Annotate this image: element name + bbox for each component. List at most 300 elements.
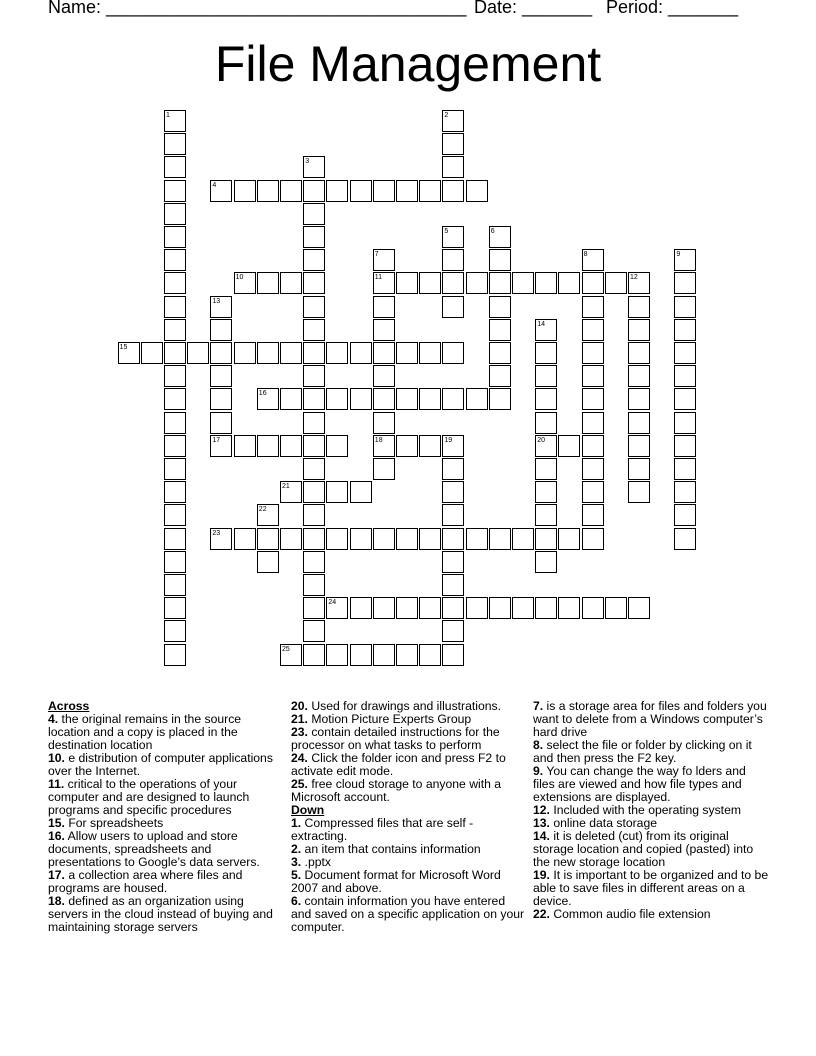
grid-cell[interactable] <box>582 249 604 271</box>
grid-cell[interactable] <box>628 365 650 387</box>
clue-text: e distribution of computer applications over the Internet. <box>48 751 273 778</box>
grid-cell[interactable] <box>234 528 256 550</box>
clue-number: 18. <box>48 894 65 908</box>
grid-cell[interactable] <box>257 504 279 526</box>
grid-cell[interactable] <box>396 388 418 410</box>
grid-cell[interactable] <box>303 412 325 434</box>
grid-cell[interactable] <box>628 272 650 294</box>
grid-cell[interactable] <box>535 412 557 434</box>
clue-text: an item that contains information <box>301 842 481 856</box>
grid-cell[interactable] <box>396 342 418 364</box>
grid-cell[interactable] <box>674 528 696 550</box>
down-clue <box>533 739 769 765</box>
grid-cell[interactable] <box>373 249 395 271</box>
grid-cell[interactable] <box>164 388 186 410</box>
grid-cell[interactable] <box>489 249 511 271</box>
grid-cell[interactable] <box>326 180 348 202</box>
grid-cell[interactable] <box>442 296 464 318</box>
clue-text: Compressed files that are self - extracting. <box>291 816 474 843</box>
grid-cell[interactable] <box>674 481 696 503</box>
name-field-label[interactable]: Name: ____________________________________ <box>48 0 467 17</box>
grid-cell[interactable] <box>442 597 464 619</box>
grid-cell[interactable] <box>373 597 395 619</box>
grid-cell[interactable] <box>257 180 279 202</box>
grid-cell[interactable] <box>303 342 325 364</box>
clue-text: Motion Picture Experts Group <box>307 712 472 726</box>
grid-cell[interactable] <box>164 110 186 132</box>
grid-cell[interactable] <box>373 528 395 550</box>
grid-cell[interactable] <box>628 319 650 341</box>
down-clue <box>291 869 527 895</box>
grid-cell[interactable] <box>489 528 511 550</box>
grid-cell[interactable] <box>326 481 348 503</box>
grid-cell[interactable] <box>419 644 441 666</box>
grid-cell[interactable] <box>373 296 395 318</box>
grid-cell[interactable] <box>210 296 232 318</box>
grid-cell[interactable] <box>419 180 441 202</box>
grid-cell[interactable] <box>396 435 418 457</box>
grid-cell[interactable] <box>164 342 186 364</box>
grid-cell[interactable] <box>164 481 186 503</box>
grid-cell[interactable] <box>396 272 418 294</box>
grid-cell[interactable] <box>628 412 650 434</box>
clue-text: select the file or folder by clicking on it and then press the F2 key. <box>533 738 752 765</box>
grid-cell[interactable] <box>512 528 534 550</box>
grid-cell[interactable] <box>558 597 580 619</box>
grid-cell[interactable] <box>373 458 395 480</box>
grid-cell[interactable] <box>535 481 557 503</box>
grid-cell[interactable] <box>442 156 464 178</box>
grid-cell[interactable] <box>164 644 186 666</box>
grid-cell[interactable] <box>442 342 464 364</box>
grid-cell[interactable] <box>210 388 232 410</box>
cell-number: 17 <box>212 436 221 444</box>
grid-cell[interactable] <box>257 272 279 294</box>
clue-text: contain detailed instructions for the processor on what tasks to perform <box>291 725 500 752</box>
grid-cell[interactable] <box>489 388 511 410</box>
grid-cell[interactable] <box>257 551 279 573</box>
grid-cell[interactable] <box>234 342 256 364</box>
grid-cell[interactable] <box>350 644 372 666</box>
grid-cell[interactable] <box>442 504 464 526</box>
grid-cell[interactable] <box>373 180 395 202</box>
grid-cell[interactable] <box>350 597 372 619</box>
grid-cell[interactable] <box>628 435 650 457</box>
grid-cell[interactable] <box>280 644 302 666</box>
clue-text: Allow users to upload and store documents, spreadsheets and presentations to Google’s data servers. <box>48 829 260 869</box>
grid-cell[interactable] <box>373 342 395 364</box>
grid-cell[interactable] <box>674 435 696 457</box>
grid-cell[interactable] <box>350 342 372 364</box>
grid-cell[interactable] <box>164 272 186 294</box>
grid-cell[interactable] <box>442 551 464 573</box>
grid-cell[interactable] <box>210 319 232 341</box>
down-clue <box>533 830 769 869</box>
grid-cell[interactable] <box>582 296 604 318</box>
grid-cell[interactable] <box>326 528 348 550</box>
grid-cell[interactable] <box>674 342 696 364</box>
across-clue <box>48 752 284 778</box>
grid-cell[interactable] <box>303 620 325 642</box>
cell-number: 4 <box>212 181 217 189</box>
grid-cell[interactable] <box>373 272 395 294</box>
grid-cell[interactable] <box>442 388 464 410</box>
clue-text: a collection area where files and programs are housed. <box>48 868 243 895</box>
cell-number: 25 <box>282 645 290 653</box>
cell-number: 16 <box>258 390 267 398</box>
grid-cell[interactable] <box>303 528 325 550</box>
grid-cell[interactable] <box>187 342 209 364</box>
clue-text: Click the folder icon and press F2 to activate edit mode. <box>291 751 506 778</box>
cell-number: 5 <box>444 228 449 235</box>
clue-text: critical to the operations of your computer and are designed to launch programs and specific procedures <box>48 777 250 817</box>
clue-number: 19. <box>533 868 550 882</box>
grid-cell[interactable] <box>582 504 604 526</box>
grid-cell[interactable] <box>466 597 488 619</box>
grid-cell[interactable] <box>164 458 186 480</box>
across-clue <box>291 726 527 752</box>
grid-cell[interactable] <box>674 272 696 294</box>
grid-cell[interactable] <box>280 528 302 550</box>
across-clue <box>291 778 527 804</box>
grid-cell[interactable] <box>628 296 650 318</box>
cell-number: 19 <box>444 436 453 444</box>
grid-cell[interactable] <box>582 319 604 341</box>
grid-cell[interactable] <box>303 388 325 410</box>
grid-cell[interactable] <box>442 644 464 666</box>
grid-cell[interactable] <box>164 133 186 155</box>
grid-cell[interactable] <box>628 342 650 364</box>
grid-cell[interactable] <box>582 528 604 550</box>
across-clue <box>291 752 527 778</box>
grid-cell[interactable] <box>582 458 604 480</box>
grid-cell[interactable] <box>535 342 557 364</box>
page-title: File Management <box>214 36 602 92</box>
grid-cell[interactable] <box>442 574 464 596</box>
grid-cell[interactable] <box>535 504 557 526</box>
grid-cell[interactable] <box>674 412 696 434</box>
grid-cell[interactable] <box>466 180 488 202</box>
clue-text: It is important to be organized and to be able to save files in different areas on a device. <box>533 868 769 908</box>
grid-cell[interactable] <box>303 504 325 526</box>
clue-text: .pptx <box>301 855 331 869</box>
grid-cell[interactable] <box>303 551 325 573</box>
grid-cell[interactable] <box>396 597 418 619</box>
grid-cell[interactable] <box>466 528 488 550</box>
grid-cell[interactable] <box>257 388 279 410</box>
grid-cell[interactable] <box>558 528 580 550</box>
grid-cell[interactable] <box>303 435 325 457</box>
clue-number: 13. <box>533 816 550 830</box>
clue-text: Common audio file extension <box>549 907 711 921</box>
grid-cell[interactable] <box>582 388 604 410</box>
grid-cell[interactable] <box>141 342 163 364</box>
grid-cell[interactable] <box>280 272 302 294</box>
grid-cell[interactable] <box>303 226 325 248</box>
grid-cell[interactable] <box>280 180 302 202</box>
grid-cell[interactable] <box>535 528 557 550</box>
grid-cell[interactable] <box>350 388 372 410</box>
grid-cell[interactable] <box>210 342 232 364</box>
grid-cell[interactable] <box>234 180 256 202</box>
grid-cell[interactable] <box>628 458 650 480</box>
grid-cell[interactable] <box>303 319 325 341</box>
grid-cell[interactable] <box>303 296 325 318</box>
cell-number: 6 <box>490 228 495 235</box>
down-clue <box>533 908 769 921</box>
grid-cell[interactable] <box>419 388 441 410</box>
clues-column-1 <box>48 700 284 934</box>
grid-cell[interactable] <box>582 481 604 503</box>
grid-cell[interactable] <box>303 597 325 619</box>
down-clue <box>533 765 769 804</box>
grid-cell[interactable] <box>674 365 696 387</box>
period-field-label[interactable]: Period: _______ <box>606 0 739 17</box>
clue-number: 23. <box>291 725 308 739</box>
grid-cell[interactable] <box>164 203 186 225</box>
grid-cell[interactable] <box>303 180 325 202</box>
grid-cell[interactable] <box>396 528 418 550</box>
grid-cell[interactable] <box>419 597 441 619</box>
clue-number: 24. <box>291 751 308 765</box>
across-heading: Across <box>48 699 90 713</box>
grid-cell[interactable] <box>303 481 325 503</box>
cell-number: 24 <box>328 599 337 607</box>
grid-cell[interactable] <box>442 249 464 271</box>
across-clue <box>48 869 284 895</box>
grid-cell[interactable] <box>164 435 186 457</box>
grid-cell[interactable] <box>535 458 557 480</box>
grid-cell[interactable] <box>674 388 696 410</box>
grid-cell[interactable] <box>442 180 464 202</box>
grid-cell[interactable] <box>303 249 325 271</box>
grid-cell[interactable] <box>326 644 348 666</box>
grid-cell[interactable] <box>210 435 232 457</box>
grid-cell[interactable] <box>466 272 488 294</box>
clue-text: is a storage area for files and folders you want to delete from a Windows computer’s hard drive <box>533 699 767 739</box>
grid-cell[interactable] <box>164 180 186 202</box>
grid-cell[interactable] <box>164 249 186 271</box>
grid-cell[interactable] <box>303 203 325 225</box>
grid-cell[interactable] <box>164 156 186 178</box>
grid-cell[interactable] <box>489 342 511 364</box>
grid-cell[interactable] <box>535 597 557 619</box>
grid-cell[interactable] <box>280 342 302 364</box>
cell-number: 15 <box>119 344 128 351</box>
grid-cell[interactable] <box>210 180 232 202</box>
grid-cell[interactable] <box>350 528 372 550</box>
grid-cell[interactable] <box>558 272 580 294</box>
grid-cell[interactable] <box>674 458 696 480</box>
grid-cell[interactable] <box>373 388 395 410</box>
grid-cell[interactable] <box>419 342 441 364</box>
clue-text: You can change the way fo lders and files are viewed and how file types and extensions are displayed. <box>533 764 746 804</box>
grid-cell[interactable] <box>326 597 348 619</box>
grid-cell[interactable] <box>535 272 557 294</box>
grid-cell[interactable] <box>535 388 557 410</box>
cell-number: 2 <box>444 112 449 119</box>
grid-cell[interactable] <box>210 528 232 550</box>
grid-cell[interactable] <box>674 249 696 271</box>
grid-cell[interactable] <box>280 481 302 503</box>
grid-cell[interactable] <box>164 620 186 642</box>
grid-cell[interactable] <box>280 388 302 410</box>
grid-cell[interactable] <box>605 597 627 619</box>
grid-cell[interactable] <box>512 597 534 619</box>
grid-cell[interactable] <box>489 597 511 619</box>
clue-number: 10. <box>48 751 65 765</box>
clue-text: online data storage <box>549 816 658 830</box>
grid-cell[interactable] <box>605 272 627 294</box>
grid-cell[interactable] <box>442 435 464 457</box>
grid-cell[interactable] <box>396 180 418 202</box>
grid-cell[interactable] <box>489 319 511 341</box>
grid-cell[interactable] <box>373 644 395 666</box>
grid-cell[interactable] <box>489 272 511 294</box>
grid-cell[interactable] <box>628 388 650 410</box>
grid-cell[interactable] <box>628 597 650 619</box>
grid-cell[interactable] <box>164 412 186 434</box>
grid-cell[interactable] <box>164 296 186 318</box>
grid-cell[interactable] <box>164 528 186 550</box>
grid-cell[interactable] <box>326 388 348 410</box>
grid-cell[interactable] <box>164 319 186 341</box>
grid-cell[interactable] <box>442 226 464 248</box>
clue-number: 15. <box>48 816 65 830</box>
grid-cell[interactable] <box>210 365 232 387</box>
grid-cell[interactable] <box>303 458 325 480</box>
clue-number: 17. <box>48 868 65 882</box>
grid-cell[interactable] <box>350 481 372 503</box>
down-heading: Down <box>291 803 325 817</box>
cell-number: 23 <box>212 529 221 537</box>
down-clue <box>291 817 527 843</box>
grid-cell[interactable] <box>419 528 441 550</box>
grid-cell[interactable] <box>164 504 186 526</box>
clue-number: 3. <box>291 855 302 869</box>
grid-cell[interactable] <box>303 574 325 596</box>
grid-cell[interactable] <box>582 365 604 387</box>
cell-number: 1 <box>166 112 170 119</box>
grid-cell[interactable] <box>582 435 604 457</box>
clue-number: 7. <box>533 699 544 713</box>
grid-cell[interactable] <box>489 226 511 248</box>
grid-cell[interactable] <box>164 365 186 387</box>
grid-cell[interactable] <box>442 458 464 480</box>
grid-cell[interactable] <box>442 133 464 155</box>
grid-cell[interactable] <box>164 597 186 619</box>
grid-cell[interactable] <box>674 319 696 341</box>
grid-cell[interactable] <box>489 365 511 387</box>
grid-cell[interactable] <box>257 435 279 457</box>
grid-cell[interactable] <box>210 412 232 434</box>
grid-cell[interactable] <box>373 435 395 457</box>
date-field-label[interactable]: Date: _______ <box>474 0 593 17</box>
clue-text: Document format for Microsoft Word 2007 and above. <box>291 868 501 895</box>
grid-cell[interactable] <box>164 226 186 248</box>
grid-cell[interactable] <box>326 435 348 457</box>
grid-cell[interactable] <box>535 365 557 387</box>
grid-cell[interactable] <box>442 272 464 294</box>
grid-cell[interactable] <box>558 435 580 457</box>
grid-cell[interactable] <box>442 110 464 132</box>
cell-number: 21 <box>282 483 290 491</box>
grid-cell[interactable] <box>303 156 325 178</box>
clues-column-2 <box>291 700 527 934</box>
grid-cell[interactable] <box>582 272 604 294</box>
grid-cell[interactable] <box>535 319 557 341</box>
grid-cell[interactable] <box>257 342 279 364</box>
grid-cell[interactable] <box>442 620 464 642</box>
grid-cell[interactable] <box>350 180 372 202</box>
grid-cell[interactable] <box>442 481 464 503</box>
cell-number: 13 <box>212 297 221 305</box>
grid-cell[interactable] <box>326 342 348 364</box>
grid-cell[interactable] <box>582 342 604 364</box>
clue-text: contain information you have entered and saved on a specific application on your computer. <box>291 894 525 934</box>
grid-cell[interactable] <box>280 435 302 457</box>
grid-cell[interactable] <box>373 365 395 387</box>
grid-cell[interactable] <box>118 342 140 364</box>
grid-cell[interactable] <box>419 272 441 294</box>
grid-cell[interactable] <box>466 388 488 410</box>
grid-cell[interactable] <box>373 412 395 434</box>
grid-cell[interactable] <box>234 435 256 457</box>
clue-text: Used for drawings and illustrations. <box>307 699 502 713</box>
clue-number: 9. <box>533 764 544 778</box>
grid-cell[interactable] <box>303 365 325 387</box>
across-clue <box>48 778 284 817</box>
grid-cell[interactable] <box>234 272 256 294</box>
cell-number: 20 <box>537 436 545 444</box>
grid-cell[interactable] <box>303 644 325 666</box>
cell-number: 18 <box>374 436 383 444</box>
grid-cell[interactable] <box>582 412 604 434</box>
down-clue <box>533 700 769 739</box>
clue-number: 20. <box>291 699 308 713</box>
grid-cell[interactable] <box>674 504 696 526</box>
grid-cell[interactable] <box>164 551 186 573</box>
clue-number: 5. <box>291 868 302 882</box>
clue-text: free cloud storage to anyone with a Microsoft account. <box>291 777 502 804</box>
cell-number: 12 <box>630 274 638 282</box>
clue-text: the original remains in the source location and a copy is placed in the destination location <box>48 712 242 752</box>
grid-cell[interactable] <box>535 435 557 457</box>
clues-column-3 <box>533 700 769 921</box>
clue-number: 6. <box>291 894 302 908</box>
grid-cell[interactable] <box>303 272 325 294</box>
grid-cell[interactable] <box>419 435 441 457</box>
clue-number: 21. <box>291 712 308 726</box>
grid-cell[interactable] <box>257 528 279 550</box>
clue-number: 11. <box>48 777 65 791</box>
grid-cell[interactable] <box>628 481 650 503</box>
clue-text: defined as an organization using servers in the cloud instead of buying and maintaining storage servers <box>48 894 273 934</box>
grid-cell[interactable] <box>512 272 534 294</box>
grid-cell[interactable] <box>396 644 418 666</box>
grid-cell[interactable] <box>582 597 604 619</box>
grid-cell[interactable] <box>489 296 511 318</box>
grid-cell[interactable] <box>442 528 464 550</box>
cell-number: 11 <box>374 274 383 282</box>
grid-cell[interactable] <box>373 319 395 341</box>
clue-number: 14. <box>533 829 550 843</box>
grid-cell[interactable] <box>535 551 557 573</box>
grid-cell[interactable] <box>674 296 696 318</box>
clue-number: 4. <box>48 712 59 726</box>
grid-cell[interactable] <box>164 574 186 596</box>
clue-number: 1. <box>291 816 302 830</box>
